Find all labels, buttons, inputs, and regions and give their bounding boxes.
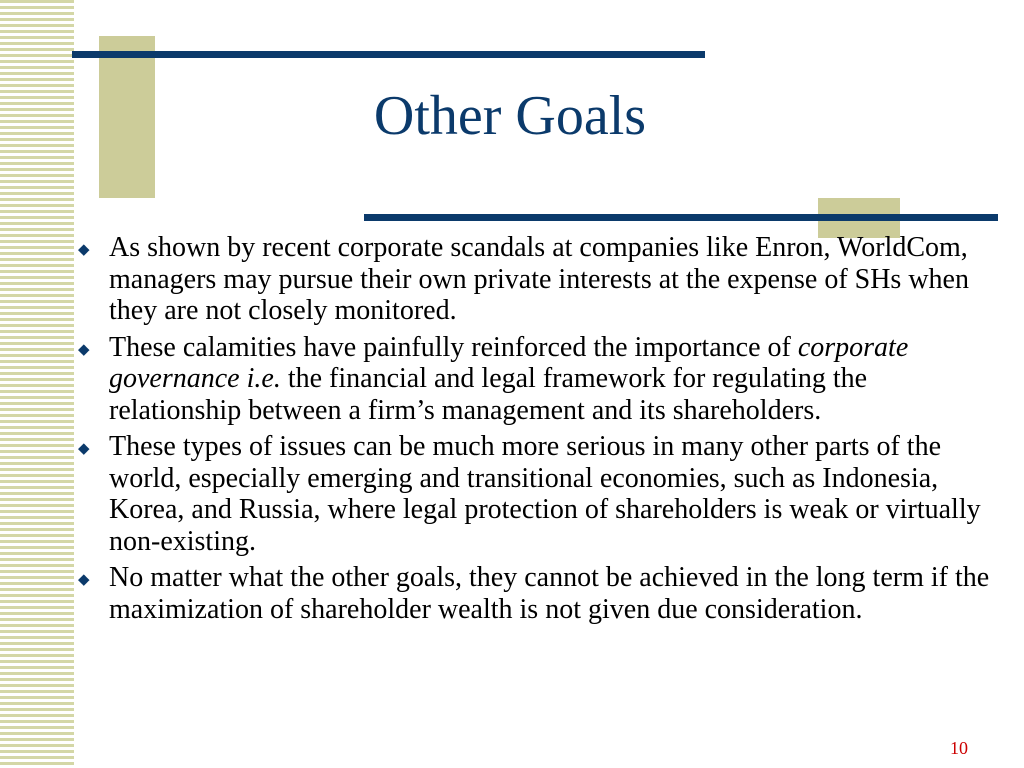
bullet-text: As shown by recent corporate scandals at companies like Enron, WorldCom, managers may pursue their own private interests at the expense of SHs when they are not closely monitored.	[109, 232, 969, 326]
striped-side-bar	[0, 0, 74, 768]
slide-title: Other Goals	[373, 85, 647, 147]
bullet-text-post: the financial and legal framework for regulating the relationship between a firm’s management and its shareholders.	[109, 363, 868, 426]
diamond-bullet-icon: ◆	[78, 242, 90, 258]
bullet-list	[75, 232, 995, 630]
bullet-item	[75, 562, 995, 625]
bullet-text: No matter what the other goals, they cannot be achieved in the long term if the maximization of shareholder wealth is not given due consideration.	[109, 562, 990, 625]
diamond-bullet-icon: ◆	[78, 341, 90, 358]
title-rule-top	[72, 51, 705, 58]
decorative-olive-block	[99, 36, 155, 198]
diamond-bullet-icon: ◆	[78, 572, 90, 588]
bullet-item	[75, 431, 995, 557]
bullet-text-pre: These calamities have painfully reinforced the importance of	[109, 331, 798, 363]
title-rule-bottom	[364, 214, 998, 221]
bullet-text: These types of issues can be much more serious in many other parts of the world, especially emerging and transitional economies, such as Indonesia, Korea, and Russia, where legal protection of shareholders is weak or virtually non-existing.	[109, 431, 981, 557]
bullet-emphasis: corporate governance i.e.	[109, 331, 909, 394]
diamond-bullet-icon: ◆	[78, 441, 90, 457]
bullet-item	[75, 332, 995, 427]
bullet-item	[75, 232, 995, 327]
page-number: 10	[950, 738, 968, 758]
